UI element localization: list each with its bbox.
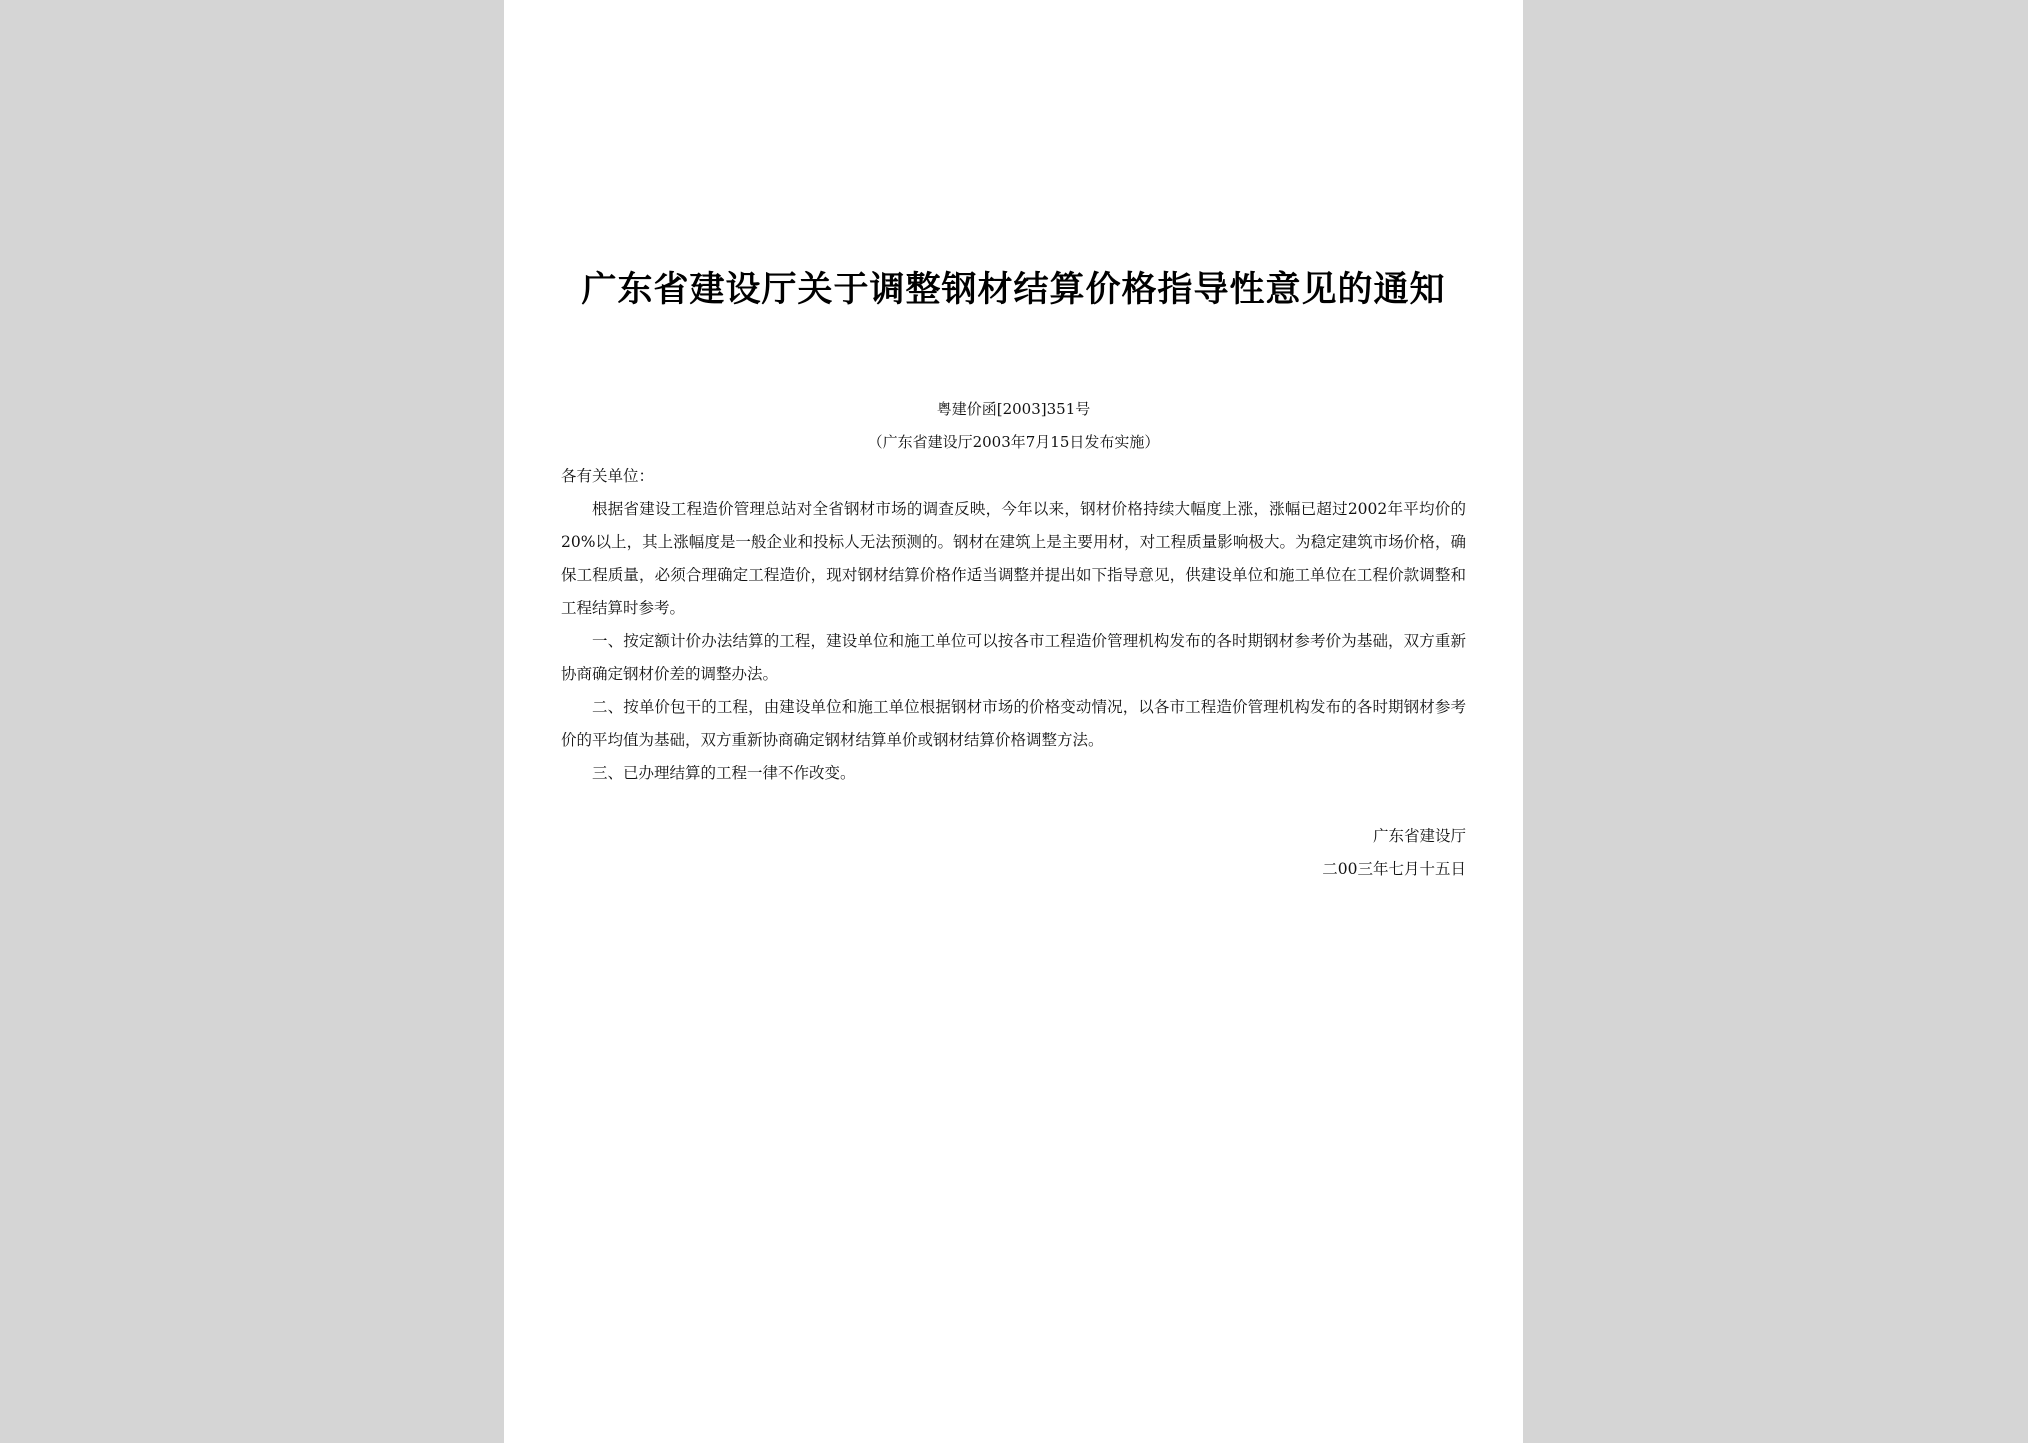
paragraph-intro: 根据省建设工程造价管理总站对全省钢材市场的调查反映，今年以来，钢材价格持续大幅度上涨，涨幅已超过2002年平均价的20%以上，其上涨幅度是一般企业和投标人无法预测的。钢材在建筑上是主要用材，对工程质量影响极大。为稳定建筑市场价格，确保工程质量，必须合理确定工程造价，现对钢材结算价格作适当调整并提出如下指导意见，供建设单位和施工单位在工程价款调整和工程结算时参考。 bbox=[561, 500, 1466, 617]
salutation: 各有关单位： bbox=[561, 467, 655, 485]
paragraph-item-3: 三、已办理结算的工程一律不作改变。 bbox=[592, 764, 856, 782]
paragraph-item-2: 二、按单价包干的工程，由建设单位和施工单位根据钢材市场的价格变动情况，以各市工程造价管理机构发布的各时期钢材参考价的平均值为基础，双方重新协商确定钢材结算单价或钢材结算价格调整方法。 bbox=[561, 698, 1466, 749]
document-body bbox=[561, 460, 1466, 790]
document-title: 广东省建设厅关于调整钢材结算价格指导性意见的通知 bbox=[581, 269, 1446, 310]
signature-block bbox=[1322, 820, 1466, 886]
document-number: 粤建价函[2003]351号 bbox=[936, 400, 1091, 418]
issue-note: （广东省建设厅2003年7月15日发布实施） bbox=[867, 433, 1160, 451]
paragraph-item-1: 一、按定额计价办法结算的工程，建设单位和施工单位可以按各市工程造价管理机构发布的各时期钢材参考价为基础，双方重新协商确定钢材价差的调整办法。 bbox=[561, 632, 1466, 683]
signature-org: 广东省建设厅 bbox=[1372, 827, 1466, 845]
document-page bbox=[504, 0, 1523, 1443]
signature-date: 二00三年七月十五日 bbox=[1322, 860, 1466, 878]
